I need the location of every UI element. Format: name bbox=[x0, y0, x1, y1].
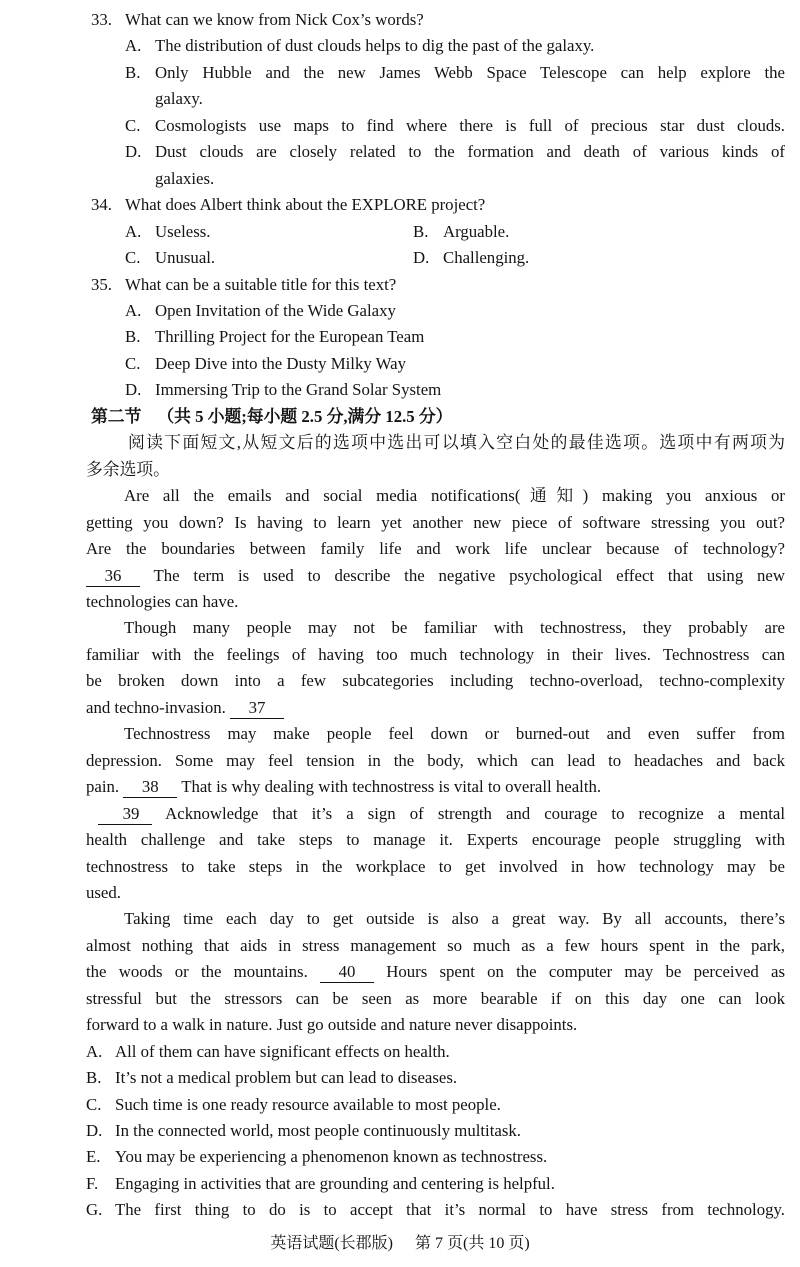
option-letter: C. bbox=[125, 353, 141, 373]
option-letter: D. bbox=[125, 380, 142, 400]
option-33-d-continuation: galaxies. bbox=[155, 168, 215, 188]
passage-line: the woods or the mountains. 40 Hours spent on the computer may be perceived as bbox=[86, 962, 785, 982]
blank-39: 39 bbox=[98, 803, 152, 825]
choice-b: B. It’s not a medical problem but can lead to diseases. bbox=[86, 1065, 785, 1091]
page-footer bbox=[0, 1232, 800, 1256]
footer-exam-title: 英语试题(长郡版) bbox=[270, 1234, 393, 1252]
passage-line: 39 Acknowledge that it’s a sign of strength and courage to recognize a mental bbox=[86, 801, 785, 827]
question-number: 35. bbox=[91, 274, 112, 294]
question-number: 33. bbox=[91, 10, 112, 29]
passage-line: technostress to take steps in the workplace to get involved in how technology may be bbox=[86, 856, 785, 876]
passage-line: technologies can have. bbox=[86, 591, 239, 611]
option-letter: A. bbox=[125, 300, 142, 320]
passage-line: be broken down into a few subcategories including techno-overload, techno-complexity bbox=[86, 671, 785, 691]
choice-letter: C. bbox=[86, 1094, 102, 1114]
choice-letter: F. bbox=[86, 1173, 99, 1193]
option-33-b: B. Only Hubble and the new James Webb Space Telescope can help explore the bbox=[125, 60, 785, 86]
question-stem-34: 34. What does Albert think about the EXPLORE project? bbox=[91, 192, 785, 218]
question-number: 34. bbox=[91, 195, 112, 215]
option-cell: A. Useless. bbox=[125, 219, 413, 245]
option-cell: B. Arguable. bbox=[413, 219, 509, 245]
choice-e: E. You may be experiencing a phenomenon known as technostress. bbox=[86, 1144, 785, 1170]
passage-line: Though many people may not be familiar with technostress, they probably are bbox=[124, 618, 785, 638]
passage-line: Technostress may make people feel down or burned-out and even suffer from bbox=[124, 724, 785, 744]
passage-line: Are all the emails and social media notifications(通知) making you anxious or bbox=[124, 486, 785, 506]
choice-c: C. Such time is one ready resource available to most people. bbox=[86, 1092, 785, 1118]
passage-line: familiar with the feelings of having too much technology in their lives. Technostress can bbox=[86, 644, 785, 664]
choice-d: D. In the connected world, most people continuously multitask. bbox=[86, 1118, 785, 1144]
option-letter: B. bbox=[125, 327, 141, 347]
passage-line: forward to a walk in nature. Just go outside and nature never disappoints. bbox=[86, 1015, 578, 1035]
option-letter: C. bbox=[125, 248, 141, 268]
option-cell: D. Challenging. bbox=[413, 245, 529, 271]
option-pair-34-cd bbox=[125, 245, 785, 271]
option-35-a: A. Open Invitation of the Wide Galaxy bbox=[125, 298, 785, 324]
option-letter: D. bbox=[125, 142, 142, 162]
passage-line: getting you down? Is having to learn yet another new piece of software stressing you out? bbox=[86, 512, 785, 532]
blank-38: 38 bbox=[123, 776, 177, 798]
blank-40: 40 bbox=[320, 961, 374, 983]
choice-g: G. The first thing to do is to accept that it’s normal to have stress from technology. bbox=[86, 1197, 785, 1223]
option-35-c: C. Deep Dive into the Dusty Milky Way bbox=[125, 351, 785, 377]
option-35-b: B. Thrilling Project for the European Team bbox=[125, 324, 785, 350]
option-pair-34-ab bbox=[125, 219, 785, 245]
passage-line: and techno-invasion. 37 bbox=[86, 695, 785, 721]
question-stem-33: 33. What can we know from Nick Cox’s words? bbox=[91, 7, 785, 33]
choice-letter: D. bbox=[86, 1121, 103, 1141]
choice-a: A. All of them can have significant effects on health. bbox=[86, 1039, 785, 1065]
section-header: 第二节 （共 5 小题;每小题 2.5 分,满分 12.5 分） bbox=[91, 404, 785, 430]
option-letter: C. bbox=[125, 115, 141, 135]
option-33-d: D. Dust clouds are closely related to the formation and death of various kinds of bbox=[125, 139, 785, 165]
option-33-c: C. Cosmologists use maps to find where there is full of precious star dust clouds. bbox=[125, 113, 785, 139]
passage-line: 36 The term is used to describe the negative psychological effect that using new bbox=[86, 563, 785, 589]
section-label: 第二节 bbox=[91, 406, 142, 426]
option-letter: A. bbox=[125, 221, 142, 241]
option-33-b-continuation: galaxy. bbox=[155, 89, 203, 109]
passage-line: depression. Some may feel tension in the body, which can lead to headaches and back bbox=[86, 750, 785, 770]
option-33-a: A. The distribution of dust clouds helps to dig the past of the galaxy. bbox=[125, 33, 785, 59]
passage-line: used. bbox=[86, 882, 121, 902]
choice-letter: A. bbox=[86, 1041, 103, 1061]
choice-f: F. Engaging in activities that are grounding and centering is helpful. bbox=[86, 1171, 785, 1197]
question-stem-35: 35. What can be a suitable title for this text? bbox=[91, 272, 785, 298]
choice-letter: E. bbox=[86, 1147, 101, 1167]
option-letter: A. bbox=[125, 36, 142, 56]
option-35-d: D. Immersing Trip to the Grand Solar System bbox=[125, 377, 785, 403]
choice-letter: B. bbox=[86, 1068, 102, 1088]
instructions-line-2: 多余选项。 bbox=[86, 459, 170, 479]
passage-line: Taking time each day to get outside is also a great way. By all accounts, there’s bbox=[124, 909, 785, 929]
option-letter: D. bbox=[413, 248, 430, 268]
option-cell: C. Unusual. bbox=[125, 245, 413, 271]
passage-line: health challenge and take steps to manage it. Experts encourage people struggling with bbox=[86, 830, 785, 850]
footer-page-number: 第 7 页(共 10 页) bbox=[415, 1234, 530, 1252]
blank-37: 37 bbox=[230, 697, 284, 719]
passage-line: pain. 38 That is why dealing with technostress is vital to overall health. bbox=[86, 777, 602, 797]
instructions-line-1: 阅读下面短文,从短文后的选项中选出可以填入空白处的最佳选项。选项中有两项为 bbox=[128, 433, 785, 453]
blank-36: 36 bbox=[86, 565, 140, 587]
passage-line: almost nothing that aids in stress management so much as a few hours spent in the park, bbox=[86, 935, 785, 955]
passage-line: stressful but the stressors can be seen as more bearable if on this day one can look bbox=[86, 988, 785, 1008]
option-letter: B. bbox=[413, 221, 429, 241]
choice-letter: G. bbox=[86, 1200, 103, 1220]
passage-line: Are the boundaries between family life and work life unclear because of technology? bbox=[86, 539, 785, 559]
option-letter: B. bbox=[125, 62, 141, 82]
